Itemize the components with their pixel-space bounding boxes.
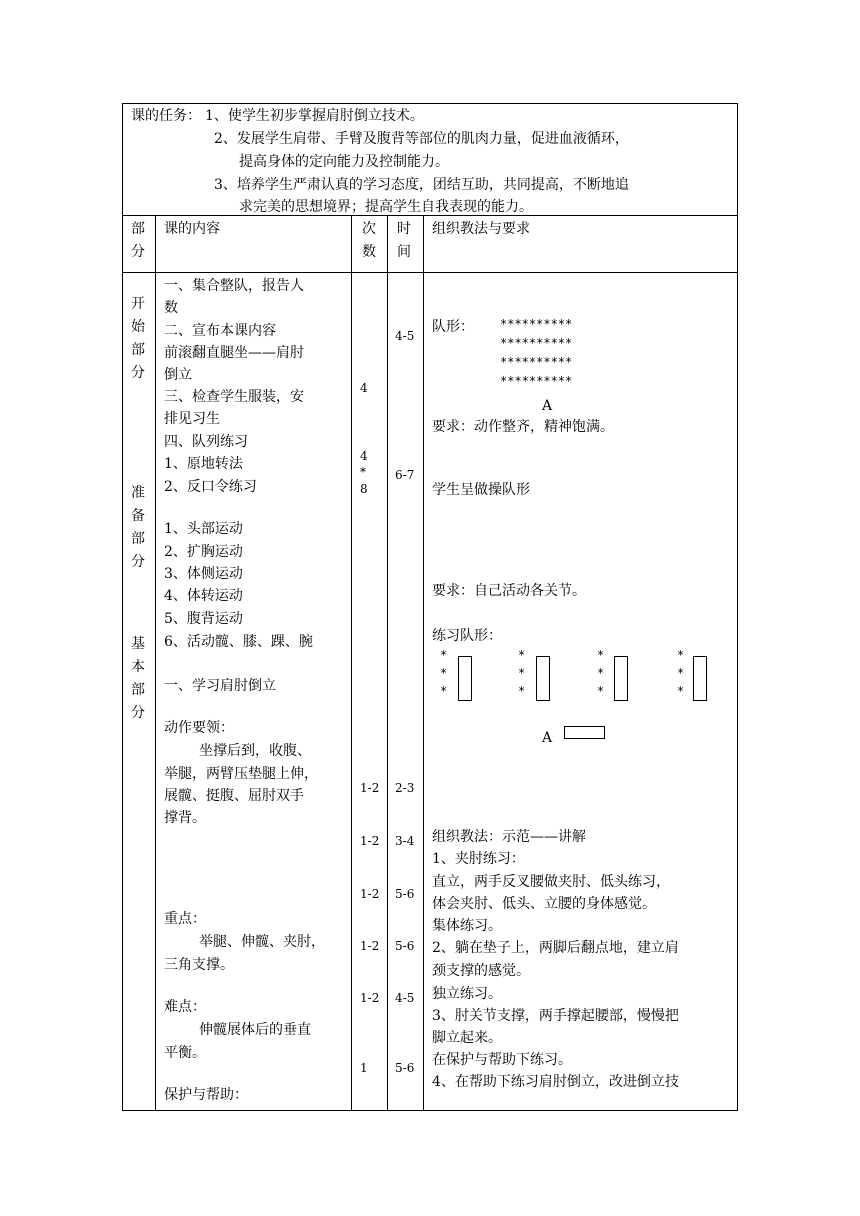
- practice-star: *: [597, 684, 605, 698]
- task-item-2: 2、发展学生肩带、手臂及腹背等部位的肌肉力量，促进血液循环，: [214, 131, 629, 147]
- times-value: 1-2: [360, 939, 380, 953]
- part-prep-3: 部: [131, 531, 145, 547]
- duration-value: 4-5: [395, 991, 415, 1005]
- practice-mat: [458, 656, 472, 701]
- content-line: 2、扩胸运动: [164, 544, 243, 560]
- practice-star: *: [440, 666, 448, 680]
- times-value: 1-2: [360, 991, 380, 1005]
- formation-teacher-mark: A: [542, 398, 553, 414]
- practice-formation-label: 练习队形：: [432, 628, 502, 644]
- practice-star: *: [677, 648, 685, 662]
- requirement-1: 要求：动作整齐，精神饱满。: [432, 419, 614, 435]
- content-line: 一、学习肩肘倒立: [164, 678, 276, 694]
- practice-mat: [536, 656, 550, 701]
- method-line: 体会夹肘、低头、立腰的身体感觉。: [432, 896, 656, 912]
- content-line: 5、腹背运动: [164, 611, 243, 627]
- requirement-2: 要求：自己活动各关节。: [432, 583, 586, 599]
- method-line: 1、夹肘练习：: [432, 851, 525, 867]
- content-line: 1、原地转法: [164, 456, 243, 472]
- header-duration-2: 间: [397, 244, 411, 260]
- content-line: 举腿，两臂压垫腿上伸，: [164, 766, 318, 782]
- formation-row: **********: [500, 317, 573, 331]
- content-line: 难点：: [164, 999, 206, 1015]
- content-line: 倒立: [164, 367, 192, 383]
- practice-star: *: [518, 666, 526, 680]
- task-item-2-cont: 提高身体的定向能力及控制能力。: [239, 154, 449, 170]
- header-content: 课的内容: [164, 221, 220, 237]
- part-prep-1: 准: [131, 485, 145, 501]
- practice-star: *: [597, 648, 605, 662]
- formation-row: **********: [500, 374, 573, 388]
- content-line: 三、检查学生服装，安: [164, 389, 304, 405]
- duration-value: 5-6: [395, 887, 415, 901]
- part-prep-4: 分: [131, 554, 145, 570]
- content-line: 排见习生: [164, 411, 220, 427]
- times-value: 1-2: [360, 781, 380, 795]
- practice-star: *: [677, 666, 685, 680]
- times-value: 4: [360, 449, 368, 463]
- content-line: 数: [164, 300, 178, 316]
- method-line: 直立，两手反叉腰做夹肘、低头练习，: [432, 874, 670, 890]
- duration-value: 6-7: [395, 468, 415, 482]
- content-line: 1、头部运动: [164, 521, 243, 537]
- practice-star: *: [440, 648, 448, 662]
- content-line: 三角支撑。: [164, 957, 234, 973]
- part-prep-2: 备: [131, 508, 145, 524]
- content-line: 前滚翻直腿坐——肩肘: [164, 345, 304, 361]
- duration-value: 3-4: [395, 834, 415, 848]
- practice-star: *: [597, 666, 605, 680]
- formation-row: **********: [500, 355, 573, 369]
- times-value: 1-2: [360, 887, 380, 901]
- part-basic-2: 本: [131, 659, 145, 675]
- practice-star: *: [440, 684, 448, 698]
- col-divider-duration: [423, 215, 424, 1111]
- times-value: *: [360, 465, 366, 479]
- times-value: 8: [360, 482, 368, 496]
- practice-star: *: [677, 684, 685, 698]
- times-value: 4: [360, 381, 368, 395]
- content-line: 4、体转运动: [164, 588, 243, 604]
- method-line: 组织教法：示范——讲解: [432, 829, 586, 845]
- row-divider-header: [122, 272, 738, 273]
- header-duration-1: 时: [397, 221, 411, 237]
- method-line: 脚立起来。: [432, 1030, 502, 1046]
- method-line: 2、躺在垫子上，两脚后翻点地，建立肩: [432, 940, 679, 956]
- col-divider-content: [351, 215, 352, 1111]
- method-line: 4、在帮助下练习肩肘倒立，改进倒立技: [432, 1074, 679, 1090]
- content-line: 坐撑后到，收腹、: [199, 743, 311, 759]
- part-basic-3: 部: [131, 682, 145, 698]
- header-times-2: 数: [362, 244, 376, 260]
- formation-row: **********: [500, 336, 573, 350]
- duration-value: 2-3: [395, 781, 415, 795]
- method-line: 集体练习。: [432, 918, 502, 934]
- part-start-4: 分: [131, 365, 145, 381]
- content-line: 四、队列练习: [164, 434, 248, 450]
- task-item-3-cont: 求完美的思想境界；提高学生自我表现的能力。: [239, 199, 533, 215]
- content-line: 一、集合整队，报告人: [164, 278, 304, 294]
- header-times-1: 次: [362, 221, 376, 237]
- content-line: 展髋、挺腹、屈肘双手: [164, 788, 304, 804]
- content-line: 撑背。: [164, 810, 206, 826]
- part-start-1: 开: [131, 296, 145, 312]
- duration-value: 4-5: [395, 329, 415, 343]
- formation-label: 队形：: [432, 319, 474, 335]
- method-line: 3、肘关节支撑，两手撑起腰部，慢慢把: [432, 1008, 679, 1024]
- content-line: 3、体侧运动: [164, 566, 243, 582]
- header-method: 组织教法与要求: [432, 221, 530, 237]
- times-value: 1: [360, 1061, 368, 1075]
- content-line: 保护与帮助：: [164, 1087, 248, 1103]
- times-value: 1-2: [360, 834, 380, 848]
- content-line: 重点：: [164, 911, 206, 927]
- practice-mat: [614, 656, 628, 701]
- teacher-mat: [564, 726, 605, 739]
- task-label: 课的任务：: [131, 108, 201, 124]
- content-line: 6、活动髋、膝、踝、腕: [164, 634, 313, 650]
- method-line: 在保护与帮助下练习。: [432, 1052, 572, 1068]
- col-divider-part: [155, 215, 156, 1111]
- method-line: 颈支撑的感觉。: [432, 963, 530, 979]
- part-start-3: 部: [131, 342, 145, 358]
- content-line: 二、宣布本课内容: [164, 323, 276, 339]
- practice-star: *: [518, 684, 526, 698]
- practice-mat: [693, 656, 707, 701]
- practice-star: *: [518, 648, 526, 662]
- header-part-2: 分: [131, 244, 145, 260]
- content-line: 伸髋展体后的垂直: [199, 1022, 311, 1038]
- part-start-2: 始: [131, 319, 145, 335]
- practice-teacher-mark: A: [542, 730, 553, 746]
- duration-value: 5-6: [395, 1061, 415, 1075]
- task-item-1: 1、使学生初步掌握肩肘倒立技术。: [205, 108, 424, 124]
- part-basic-4: 分: [131, 705, 145, 721]
- content-line: 2、反口令练习: [164, 479, 257, 495]
- duration-value: 5-6: [395, 939, 415, 953]
- part-basic-1: 基: [131, 636, 145, 652]
- col-divider-times: [387, 215, 388, 1111]
- method-line: 独立练习。: [432, 986, 502, 1002]
- exercise-formation: 学生呈做操队形: [432, 482, 530, 498]
- header-part-1: 部: [131, 221, 145, 237]
- content-line: 举腿、伸髋、夹肘，: [199, 934, 325, 950]
- content-line: 平衡。: [164, 1045, 206, 1061]
- task-item-3: 3、培养学生严肃认真的学习态度，团结互助，共同提高，不断地追: [214, 177, 629, 193]
- content-line: 动作要领：: [164, 720, 234, 736]
